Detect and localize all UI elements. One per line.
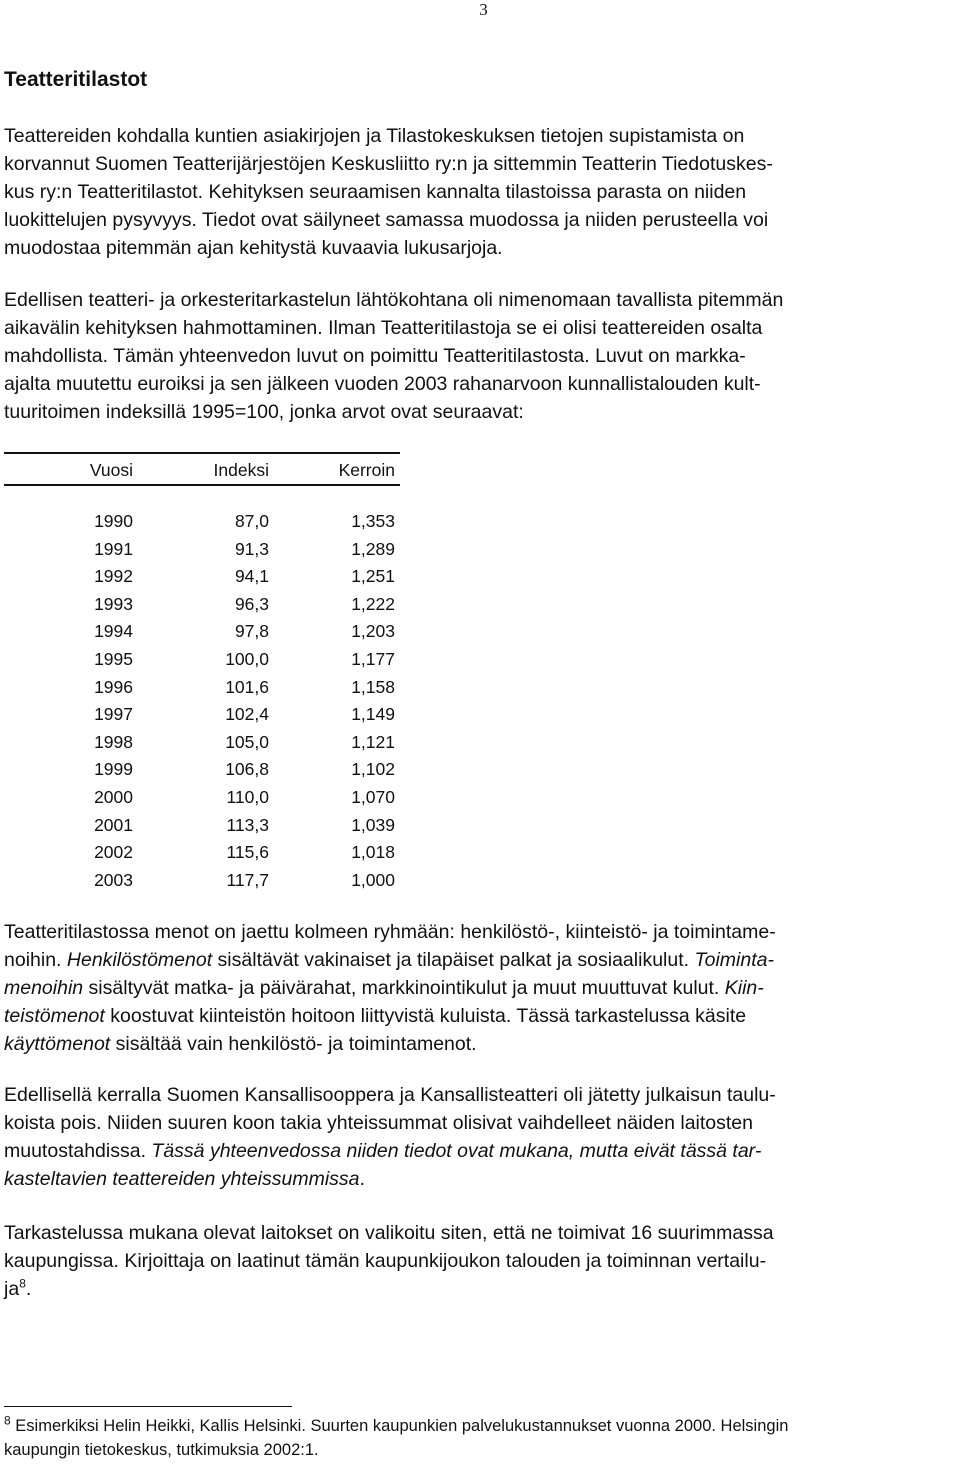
text-line: muodostaa pitemmän ajan kehitystä kuvaavia lukusarjoja. <box>4 237 503 259</box>
cell-index: 87,0 <box>234 511 269 531</box>
cell-index: 113,3 <box>226 814 269 835</box>
cell-year: 1990 <box>94 511 133 531</box>
cell-coefficient: 1,070 <box>351 786 395 807</box>
cell-coefficient: 1,353 <box>351 511 395 531</box>
cell-coefficient: 1,121 <box>351 731 395 752</box>
table-row <box>4 674 400 702</box>
cell-year: 1992 <box>94 566 133 587</box>
term-henkilostomenot: Henkilöstömenot <box>66 949 213 971</box>
footnote-line: $^8$ Esimerkiksi Helin Heikki, Kallis Helsinki. Suurten kaupunkien palvelukustannukset vuonna 2000. Helsingin <box>4 1413 789 1435</box>
table-row <box>4 536 400 564</box>
table-row <box>4 784 400 812</box>
cell-coefficient: 1,102 <box>351 759 395 780</box>
cell-index: 96,3 <box>234 593 269 614</box>
footnote <box>4 1414 960 1462</box>
footnote-marker: 8 <box>4 1413 11 1428</box>
table-row <box>4 812 400 840</box>
table-row <box>4 591 400 619</box>
table-row <box>4 508 400 536</box>
text-line: Tarkastelussa mukana olevat laitokset on valikoitu siten, että ne toimivat 16 suurimmassa <box>4 1222 774 1244</box>
cell-coefficient: 1,149 <box>351 704 395 725</box>
header-year: Vuosi <box>89 460 133 480</box>
cell-coefficient: 1,222 <box>351 593 395 614</box>
cell-year: 2001 <box>94 814 133 835</box>
text-line: ajalta muutettu euroiksi ja sen jälkeen vuoden 2003 rahanarvoon kunnallistalouden kult- <box>4 373 761 395</box>
paragraph-selection <box>4 1219 960 1303</box>
cell-index: 106,8 <box>225 759 269 780</box>
text-line: korvannut Suomen Teatterijärjestöjen Keskusliitto ry:n ja sittemmin Teatterin Tiedotuskes- <box>4 153 773 175</box>
text-line: Teattereiden kohdalla kuntien asiakirjojen ja Tilastokeskuksen tietojen supistamista on <box>4 125 745 147</box>
text-line: kasteltavien teattereiden yhteissummissa. <box>4 1168 365 1190</box>
text-line: teistömenot koostuvat kiinteistön hoitoon liittyvistä kuluista. Tässä tarkastelussa käsite <box>4 1005 747 1027</box>
cell-index: 94,1 <box>234 566 269 587</box>
cell-year: 1997 <box>94 704 133 725</box>
text-line: muutostahdissa. Tässä yhteenvedossa niiden tiedot ovat mukana, mutta eivät tässä tar- <box>4 1140 762 1162</box>
index-table <box>4 452 400 894</box>
cell-year: 1998 <box>94 731 133 752</box>
text-line: aikavälin kehityksen hahmottaminen. Ilman Teatteritilastoja se ei olisi teattereiden osalta <box>4 317 763 339</box>
cell-index: 102,4 <box>225 704 269 725</box>
section-heading: Teatteritilastot <box>4 68 148 91</box>
header-index: Indeksi <box>213 460 269 480</box>
footnote-line: kaupungin tietokeskus, tutkimuksia 2002:1. <box>4 1441 319 1459</box>
text-line: koista pois. Niiden suuren koon takia yhteissummat olisivat vaihdelleet näiden laitosten <box>4 1112 753 1134</box>
text-line: Edellisellä kerralla Suomen Kansallisooppera ja Kansallisteatteri oli jätetty julkaisun taulu- <box>4 1084 776 1106</box>
cell-coefficient: 1,251 <box>351 566 395 587</box>
table-row <box>4 563 400 591</box>
cell-index: 110,0 <box>226 786 269 807</box>
text-line: mahdollista. Tämän yhteenvedon luvut on poimittu Teatteritilastosta. Luvut on markka- <box>4 345 746 367</box>
footnote-reference[interactable]: 8 <box>19 1276 26 1291</box>
cell-index: 97,8 <box>234 621 269 642</box>
text-line: Teatteritilastossa menot on jaettu kolmeen ryhmään: henkilöstö-, kiinteistö- ja toimintame- <box>4 921 776 943</box>
text-line: menoihin sisältyvät matka- ja päivärahat, markkinointikulut ja muut muuttuvat kulut. Kiin- <box>4 977 764 999</box>
text-line: tuuritoimen indeksillä 1995=100, jonka arvot ovat seuraavat: <box>4 401 524 423</box>
table-row <box>4 646 400 674</box>
page-number: 3 <box>479 0 488 19</box>
text-line: kaupungissa. Kirjoittaja on laatinut tämän kaupunkijoukon talouden ja toiminnan vertailu- <box>4 1250 767 1272</box>
cell-coefficient: 1,203 <box>351 621 395 642</box>
table-row <box>4 867 400 895</box>
cell-year: 1996 <box>94 676 133 697</box>
cell-coefficient: 1,177 <box>351 648 395 669</box>
cell-year: 2002 <box>94 842 133 863</box>
paragraph-cost-groups <box>4 918 960 1058</box>
cell-year: 1994 <box>94 621 133 642</box>
cell-index: 100,0 <box>225 648 269 669</box>
cell-coefficient: 1,289 <box>351 538 395 559</box>
text-line: kus ry:n Teatteritilastot. Kehityksen seuraamisen kannalta tilastoissa parasta on niiden <box>4 181 747 203</box>
cell-year: 1993 <box>94 593 133 614</box>
term-toimintamenoihin: Toiminta- <box>694 949 774 971</box>
paragraph-excluded <box>4 1081 960 1193</box>
table-row <box>4 701 400 729</box>
term-kayttomenot: käyttömenot <box>4 1033 111 1055</box>
table-header <box>4 456 400 486</box>
paragraph-method <box>4 286 960 426</box>
footnote-divider <box>4 1406 292 1407</box>
cell-coefficient: 1,039 <box>351 814 395 835</box>
text-line: noihin. Henkilöstömenot sisältävät vakinaiset ja tilapäiset palkat ja sosiaalikulut. Toiminta- <box>4 949 774 971</box>
cell-index: 117,7 <box>226 869 269 890</box>
cell-coefficient: 1,018 <box>351 842 395 863</box>
cell-index: 105,0 <box>225 731 269 752</box>
table-body <box>4 508 400 894</box>
table-row <box>4 756 400 784</box>
cell-year: 1995 <box>94 648 133 669</box>
term-kiinteistomenot: Kiin- <box>724 977 764 999</box>
table-row <box>4 729 400 757</box>
cell-coefficient: 1,000 <box>351 869 395 890</box>
text-line: $ja^8$. <box>4 1276 32 1300</box>
cell-year: 1999 <box>94 759 133 780</box>
paragraph-sources <box>4 122 960 262</box>
cell-year: 2000 <box>94 786 133 807</box>
cell-index: 101,6 <box>225 676 269 697</box>
cell-year: 1991 <box>94 538 133 559</box>
text-line: käyttömenot sisältää vain henkilöstö- ja toimintamenot. <box>4 1033 477 1055</box>
cell-coefficient: 1,158 <box>351 676 395 697</box>
cell-index: 91,3 <box>234 538 269 559</box>
table-row <box>4 618 400 646</box>
header-coefficient: Kerroin <box>338 460 395 480</box>
table-row <box>4 839 400 867</box>
text-line: Edellisen teatteri- ja orkesteritarkastelun lähtökohtana oli nimenomaan tavallista pitemmän <box>4 289 784 311</box>
text-line: luokittelujen pysyvyys. Tiedot ovat säilyneet samassa muodossa ja niiden perusteella voi <box>4 209 769 231</box>
cell-year: 2003 <box>94 869 133 890</box>
cell-index: 115,6 <box>226 842 269 863</box>
